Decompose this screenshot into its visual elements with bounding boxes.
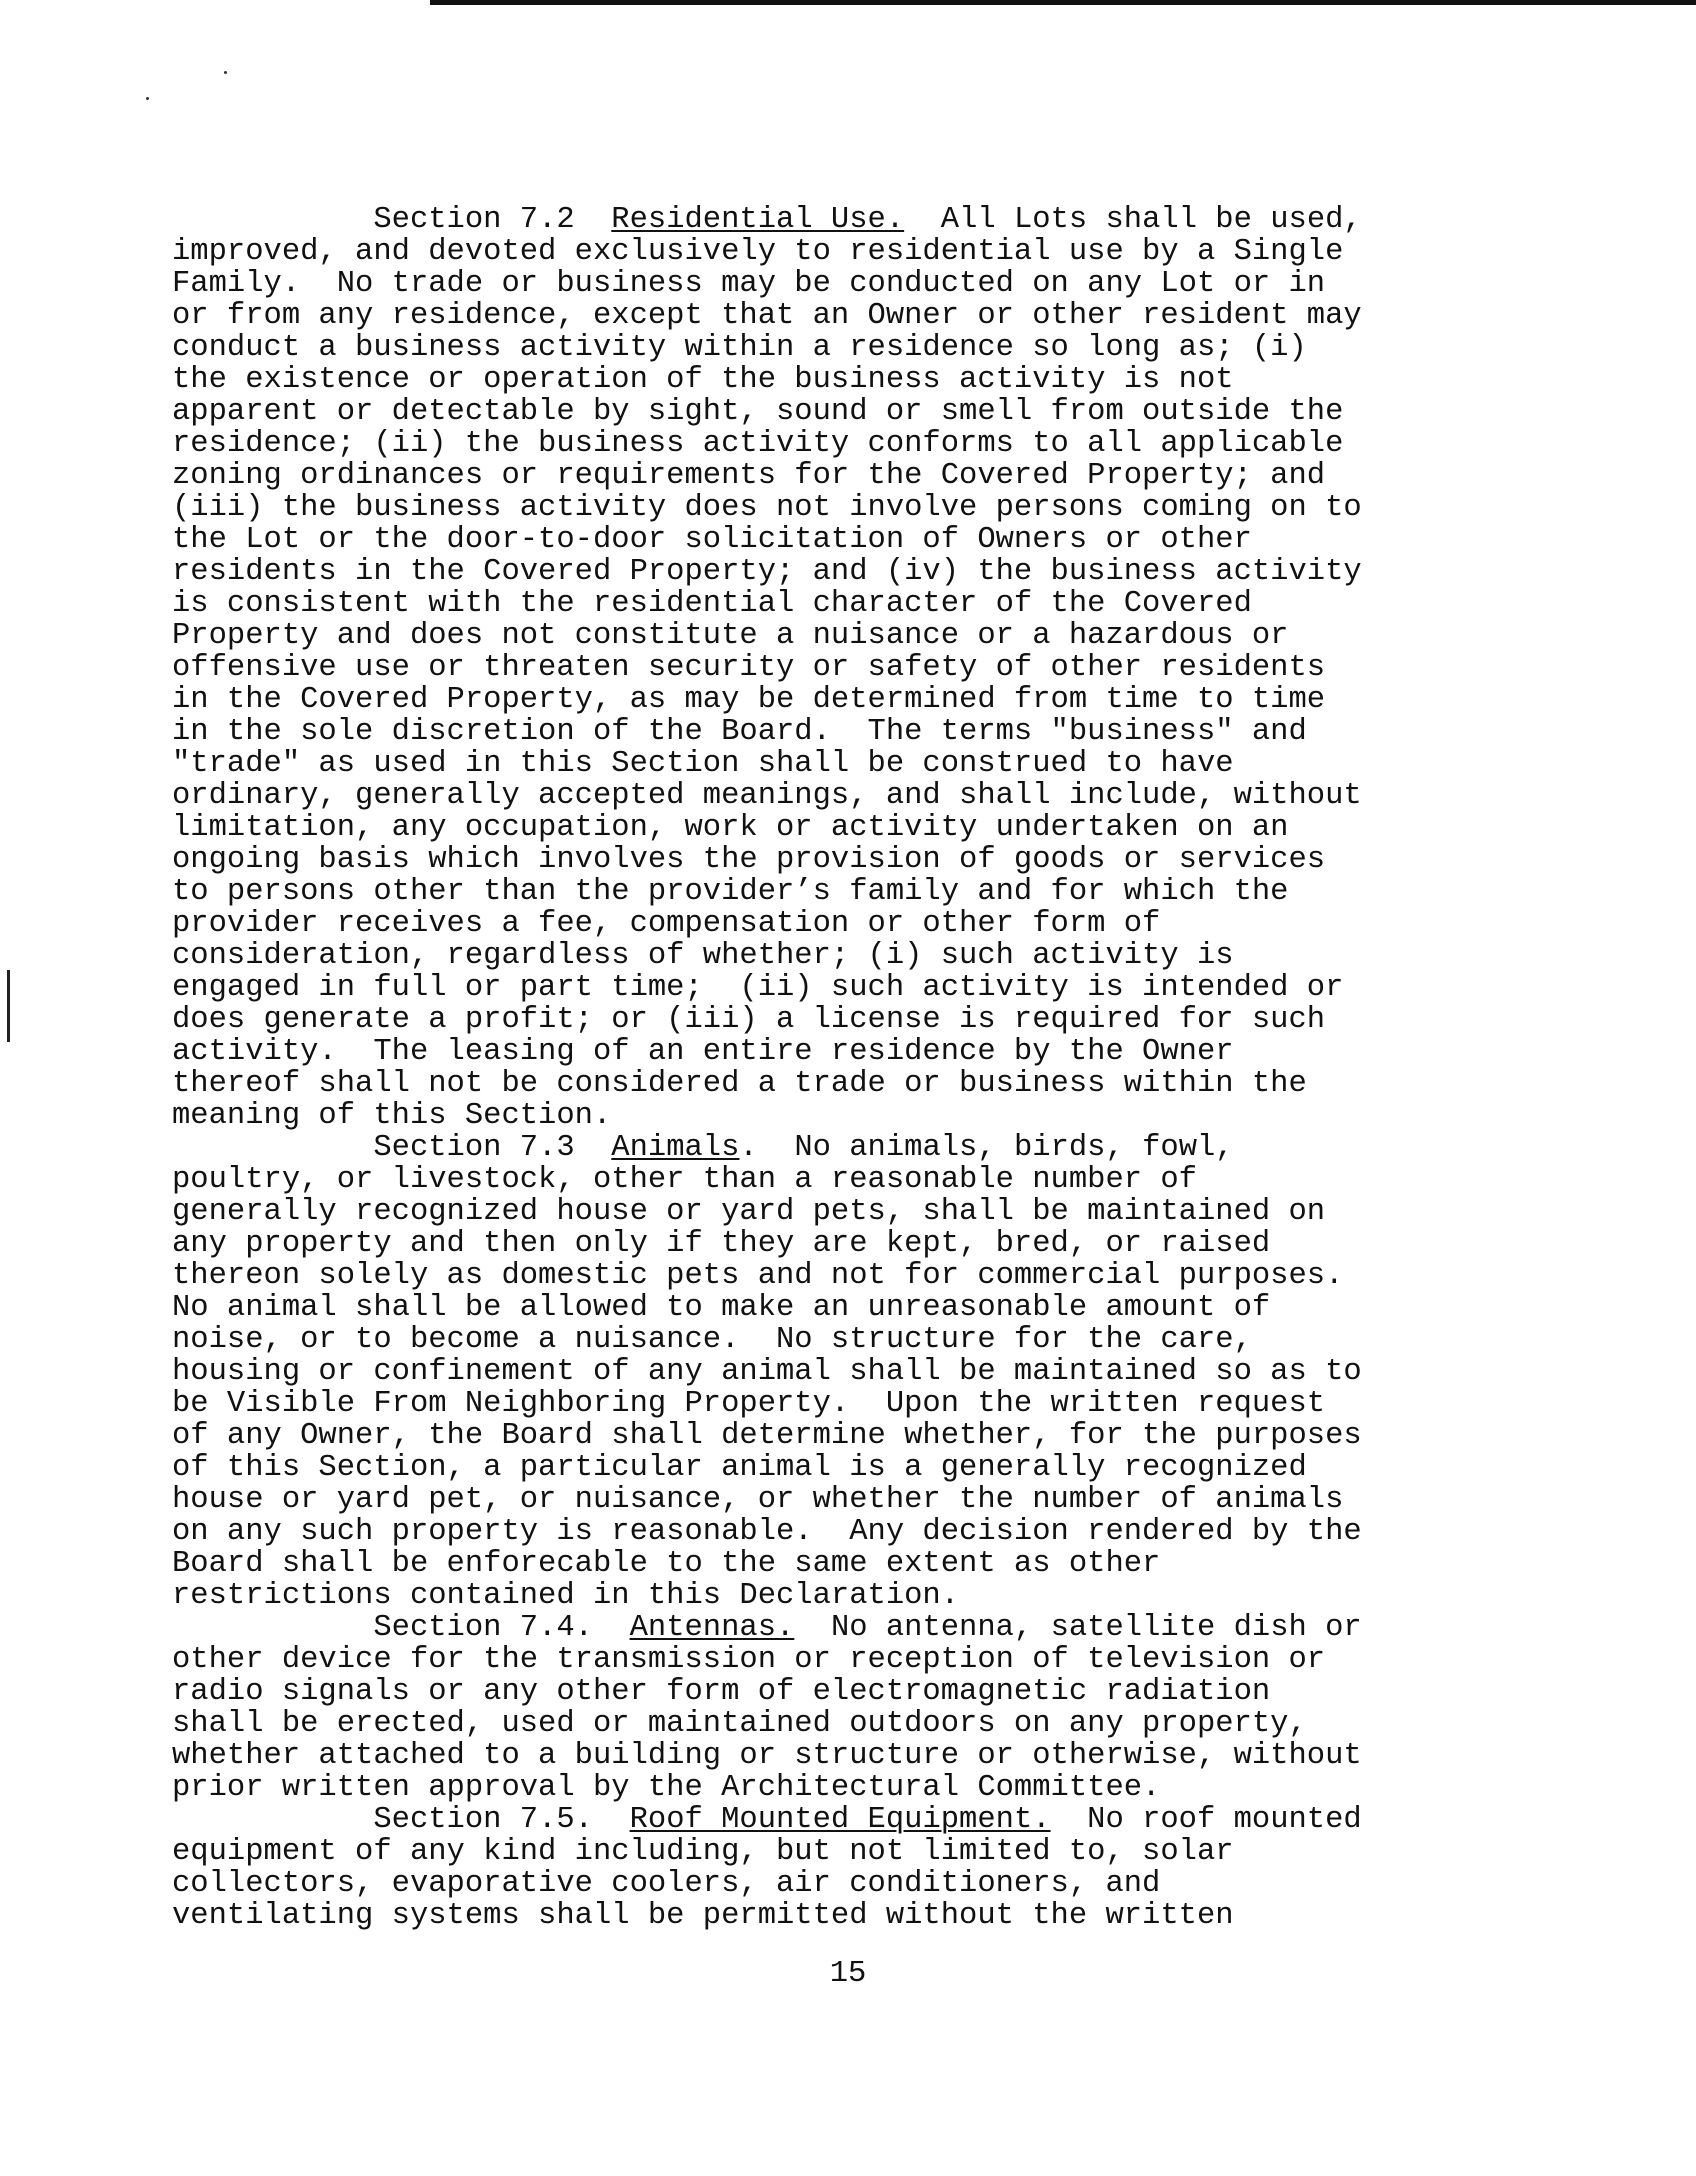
section-gap [575,203,612,237]
text-line: of this Section, a particular animal is a generally recognized [172,1451,1307,1485]
text-line: (iii) the business activity does not involve persons coming on to [172,491,1362,525]
text-line: other device for the transmission or reception of television or [172,1643,1326,1677]
section-indent [172,1131,373,1165]
text-line: the Lot or the door-to-door solicitation of Owners or other [172,523,1252,557]
section-indent [172,1611,373,1645]
text-line: meaning of this Section. [172,1099,612,1133]
text-line: Property and does not constitute a nuisance or a hazardous or [172,619,1289,653]
text-line: radio signals or any other form of electromagnetic radiation [172,1675,1271,1709]
text-line: consideration, regardless of whether; (i) such activity is [172,939,1234,973]
text-line: residents in the Covered Property; and (iv) the business activity [172,555,1362,589]
section-heading-line [172,1612,1512,1644]
text-line: whether attached to a building or structure or otherwise, without [172,1739,1362,1773]
text-line: activity. The leasing of an entire residence by the Owner [172,1035,1234,1069]
section-gap [904,203,941,237]
text-line: or from any residence, except that an Owner or other resident may [172,299,1362,333]
text-line: house or yard pet, or nuisance, or whether the number of animals [172,1483,1344,1517]
section-7-5 [172,1804,1512,1932]
text-line: generally recognized house or yard pets, shall be maintained on [172,1195,1326,1229]
text-line: offensive use or threaten security or safety of other residents [172,651,1326,685]
document-body [172,204,1512,1932]
section-number: Section 7.2 [373,203,575,237]
section-heading-line [172,1804,1512,1836]
section-number: Section 7.4. [373,1611,593,1645]
text-line: poultry, or livestock, other than a reasonable number of [172,1163,1197,1197]
section-heading-line [172,1132,1512,1164]
text-line: equipment of any kind including, but not limited to, solar [172,1835,1234,1869]
text-line: "trade" as used in this Section shall be construed to have [172,747,1234,781]
section-gap [794,1611,831,1645]
section-title: Antennas. [629,1611,795,1645]
section-first-line-text: No antenna, satellite dish or [830,1611,1362,1645]
section-7-2 [172,204,1512,1132]
text-line: apparent or detectable by sight, sound or smell from outside the [172,395,1344,429]
text-line: residence; (ii) the business activity conforms to all applicable [172,427,1344,461]
text-line: limitation, any occupation, work or activity undertaken on an [172,811,1289,845]
section-number: Section 7.3 [373,1131,575,1165]
text-line: provider receives a fee, compensation or other form of [172,907,1161,941]
section-gap [593,1803,630,1837]
section-first-line-text: All Lots shall be used, [940,203,1362,237]
text-line: conduct a business activity within a residence so long as; (i) [172,331,1307,365]
text-line: Board shall be enforecable to the same extent as other [172,1547,1161,1581]
section-heading-line [172,204,1512,236]
scan-left-edge-mark [7,970,10,1042]
text-line: is consistent with the residential character of the Covered [172,587,1252,621]
text-line: to persons other than the provider’s family and for which the [172,875,1289,909]
text-line: No animal shall be allowed to make an unreasonable amount of [172,1291,1271,1325]
text-line: zoning ordinances or requirements for the Covered Property; and [172,459,1326,493]
scan-speck [224,71,227,74]
text-line: ordinary, generally accepted meanings, and shall include, without [172,779,1362,813]
section-7-4 [172,1612,1512,1804]
text-line: any property and then only if they are kept, bred, or raised [172,1227,1271,1261]
text-line: in the sole discretion of the Board. The terms "business" and [172,715,1307,749]
text-line: in the Covered Property, as may be determined from time to time [172,683,1326,717]
text-line: engaged in full or part time; (ii) such activity is intended or [172,971,1344,1005]
section-first-line-text: . No animals, birds, fowl, [739,1131,1234,1165]
text-line: collectors, evaporative coolers, air conditioners, and [172,1867,1161,1901]
text-line: improved, and devoted exclusively to residential use by a Single [172,235,1344,269]
text-line: does generate a profit; or (iii) a license is required for such [172,1003,1326,1037]
text-line: thereof shall not be considered a trade or business within the [172,1067,1307,1101]
section-gap [575,1131,612,1165]
scan-speck [146,97,149,100]
section-gap [593,1611,630,1645]
text-line: shall be erected, used or maintained outdoors on any property, [172,1707,1307,1741]
section-number: Section 7.5. [373,1803,593,1837]
text-line: restrictions contained in this Declaration. [172,1579,960,1613]
text-line: housing or confinement of any animal shall be maintained so as to [172,1355,1362,1389]
text-line: thereon solely as domestic pets and not for commercial purposes. [172,1259,1344,1293]
text-line: be Visible From Neighboring Property. Upon the written request [172,1387,1326,1421]
text-line: ventilating systems shall be permitted without the written [172,1899,1234,1933]
section-gap [1051,1803,1088,1837]
text-line: ongoing basis which involves the provision of goods or services [172,843,1326,877]
section-title: Roof Mounted Equipment. [629,1803,1051,1837]
text-line: Family. No trade or business may be conducted on any Lot or in [172,267,1326,301]
text-line: prior written approval by the Architectural Committee. [172,1771,1161,1805]
text-line: noise, or to become a nuisance. No structure for the care, [172,1323,1252,1357]
scan-top-edge [430,0,1696,5]
page-number: 15 [829,1957,867,1991]
section-title: Residential Use. [611,203,905,237]
section-indent [172,1803,373,1837]
section-7-3 [172,1132,1512,1612]
section-indent [172,203,373,237]
text-line: on any such property is reasonable. Any decision rendered by the [172,1515,1362,1549]
section-title: Animals [611,1131,740,1165]
text-line: the existence or operation of the business activity is not [172,363,1234,397]
text-line: of any Owner, the Board shall determine whether, for the purposes [172,1419,1362,1453]
section-first-line-text: No roof mounted [1087,1803,1362,1837]
